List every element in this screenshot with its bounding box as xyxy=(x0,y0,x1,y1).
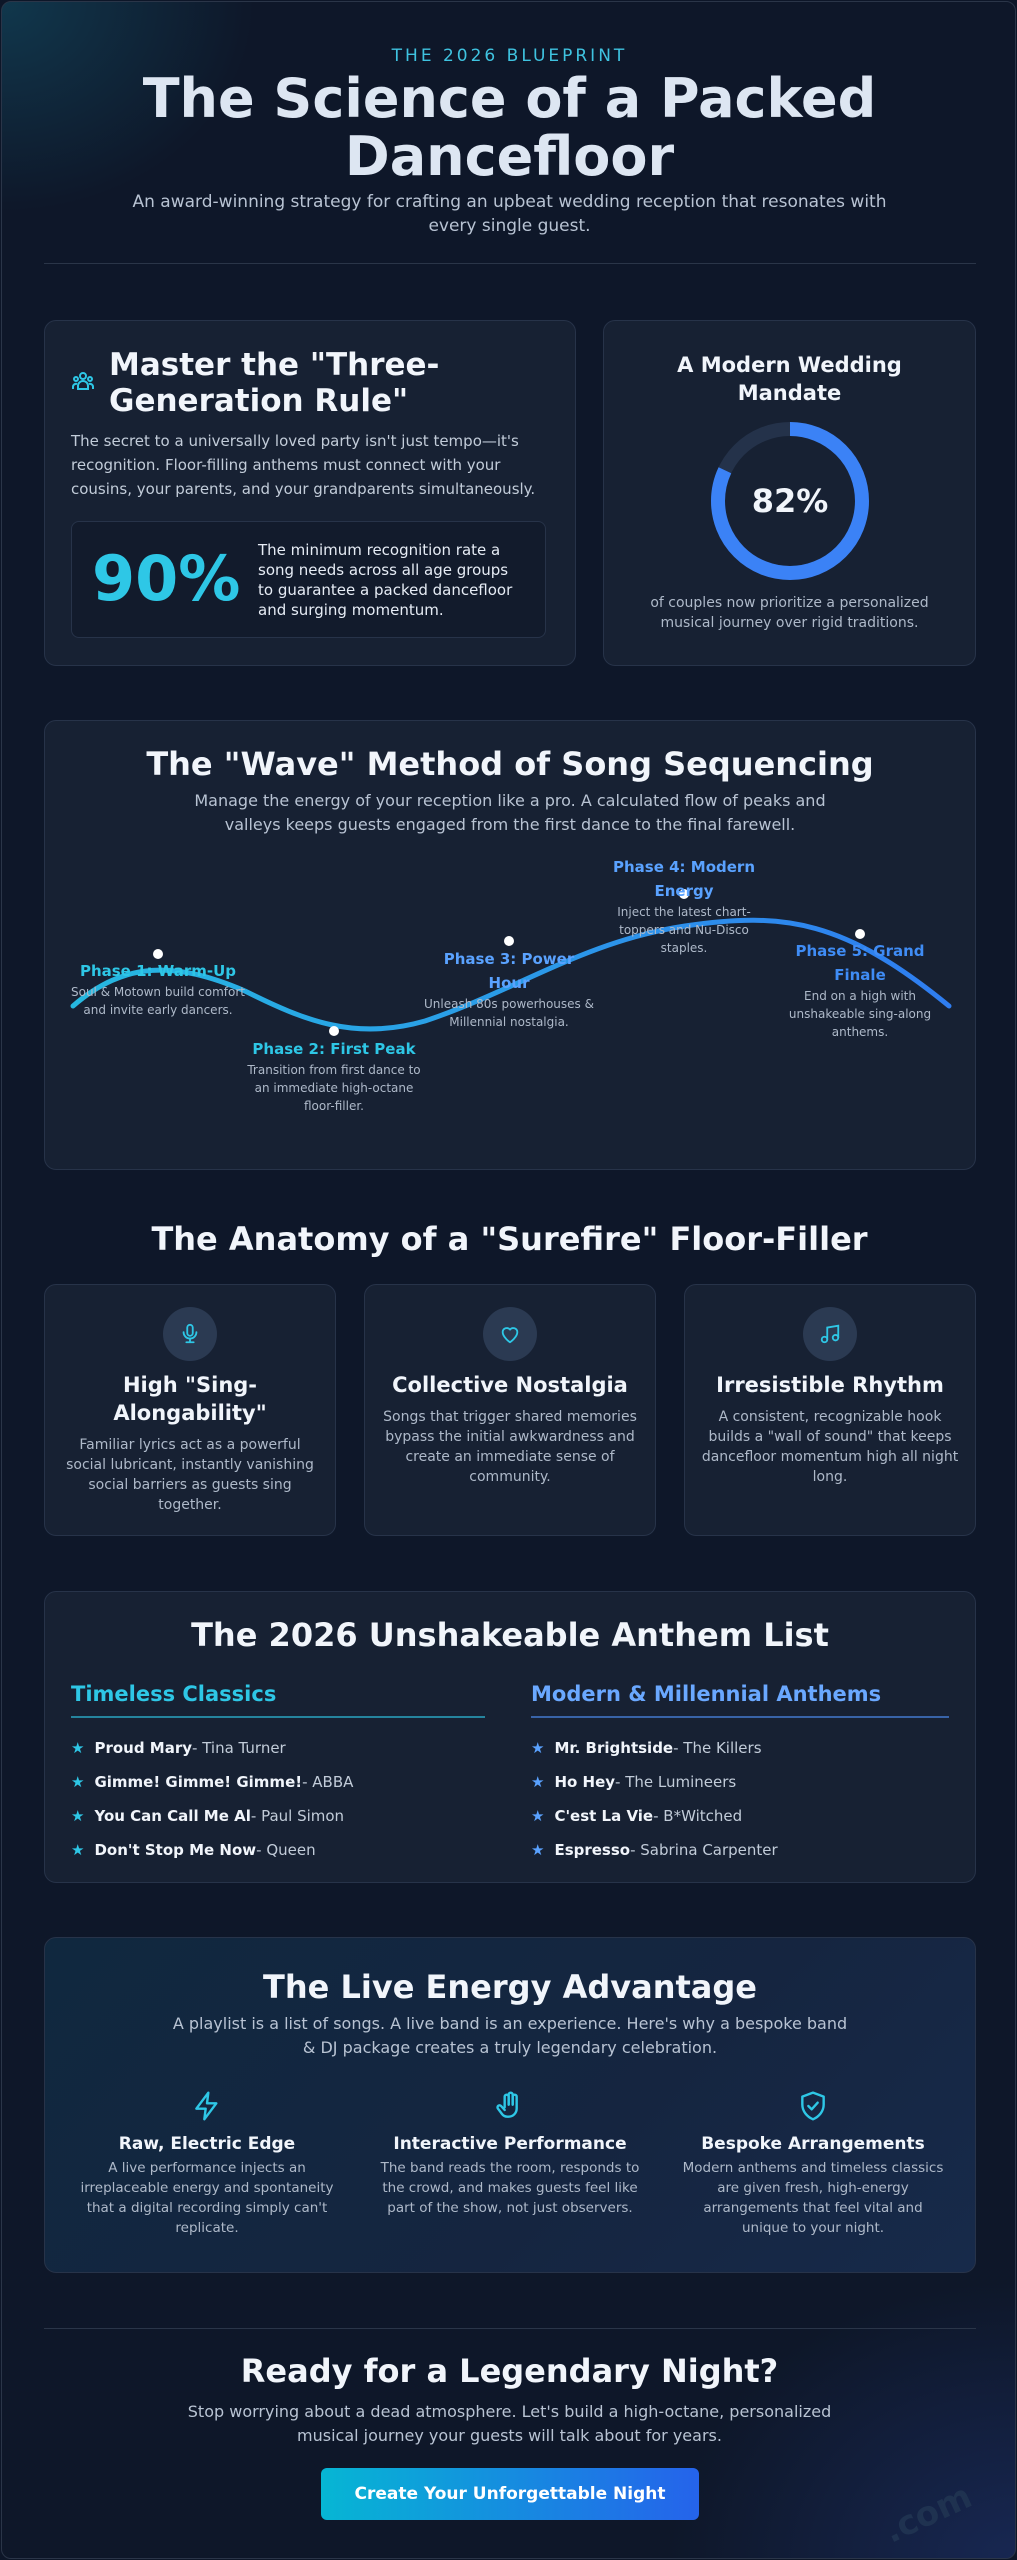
song-artist: - The Lumineers xyxy=(615,1773,737,1791)
rule-body xyxy=(71,429,561,501)
live-item-desc-line: the crowd, and makes guests feel like xyxy=(382,2180,638,2196)
live-item-desc-line: are given fresh, high-energy xyxy=(717,2180,909,2196)
hand-wave-icon xyxy=(494,2090,526,2124)
phase-3-desc: Unleash 80s powerhouses & xyxy=(424,997,594,1011)
star-icon: ★ xyxy=(531,1807,545,1825)
star-icon: ★ xyxy=(531,1773,545,1791)
phase-5-desc: End on a high with xyxy=(804,989,916,1003)
rule-stat-box xyxy=(71,521,546,638)
watermark: .com xyxy=(877,2476,979,2552)
live-item-desc-line: irreplaceable energy and spontaneity xyxy=(80,2180,334,2196)
cta-title: Ready for a Legendary Night? xyxy=(240,2352,779,2390)
song-title: Proud Mary xyxy=(94,1739,193,1757)
live-subtitle-line: & DJ package creates a truly legendary celebration. xyxy=(302,2038,718,2057)
list-item xyxy=(531,1840,949,1860)
wave-subtitle-line: valleys keeps guests engaged from the first dance to the final farewell. xyxy=(224,815,796,834)
phase-2-desc: Transition from first dance to xyxy=(247,1063,421,1077)
list-item xyxy=(531,1806,949,1826)
phase-5 xyxy=(765,939,955,1041)
anatomy-card-nostalgia xyxy=(364,1284,656,1536)
phase-1 xyxy=(63,959,253,1019)
list-item xyxy=(71,1738,485,1758)
anatomy-card-desc-line: dancefloor momentum high all night xyxy=(701,1449,959,1465)
anatomy-card-desc-line: community. xyxy=(469,1469,551,1485)
rule-title-line: Master the "Three- xyxy=(109,347,440,383)
cta-divider xyxy=(44,2328,976,2329)
anatomy-card-sing xyxy=(44,1284,336,1536)
star-icon: ★ xyxy=(71,1807,85,1825)
live-item-desc xyxy=(663,2158,963,2238)
phase-4-desc: staples. xyxy=(660,941,708,955)
anatomy-card-title-line: Alongability" xyxy=(113,1401,267,1425)
rule-stat-line: song needs across all age groups xyxy=(258,561,509,579)
phase-5-title: Phase 5: Grand xyxy=(795,942,925,960)
phase-5-desc: unshakeable sing-along xyxy=(788,1007,932,1021)
phase-1-desc: and invite early dancers. xyxy=(83,1003,233,1017)
phase-5-title: Finale xyxy=(834,966,886,984)
song-artist: - ABBA xyxy=(302,1773,354,1791)
rule-body-line: The secret to a universally loved party isn't just tempo—it's xyxy=(71,432,519,450)
hero-subtitle-line: every single guest. xyxy=(428,216,591,236)
live-item-interactive xyxy=(360,2090,660,2218)
star-icon: ★ xyxy=(531,1739,545,1757)
phase-5-desc: anthems. xyxy=(831,1025,889,1039)
song-artist: - The Killers xyxy=(673,1739,762,1757)
phase-4-title: Phase 4: Modern xyxy=(613,858,755,876)
song-artist: - Sabrina Carpenter xyxy=(630,1841,778,1859)
rule-stat-line: and surging momentum. xyxy=(258,601,444,619)
live-item-desc xyxy=(57,2158,357,2238)
mandate-card xyxy=(603,320,976,666)
anatomy-card-desc-line: long. xyxy=(812,1469,848,1485)
live-card xyxy=(44,1937,976,2273)
modern-heading: Modern & Millennial Anthems xyxy=(531,1682,882,1706)
classics-underline xyxy=(71,1716,485,1718)
live-item-desc-line: replicate. xyxy=(175,2220,239,2236)
three-generation-card xyxy=(44,320,576,666)
modern-column xyxy=(531,1680,949,1860)
anatomy-card-desc xyxy=(45,1435,335,1515)
live-item-desc-line: part of the show, not just observers. xyxy=(387,2200,633,2216)
lightning-icon xyxy=(191,2090,223,2124)
mandate-title xyxy=(604,351,975,407)
anatomy-card-title: Collective Nostalgia xyxy=(392,1373,628,1397)
hero-title xyxy=(2,67,1016,188)
wave-title: The "Wave" Method of Song Sequencing xyxy=(146,745,874,783)
rule-stat-line: The minimum recognition rate a xyxy=(258,541,501,559)
live-item-title: Interactive Performance xyxy=(393,2134,627,2154)
hero-title-line: The Science of a Packed xyxy=(142,67,877,130)
anatomy-title: The Anatomy of a "Surefire" Floor-Filler xyxy=(151,1220,868,1258)
cta-subtitle xyxy=(2,2400,1016,2448)
anthem-card xyxy=(44,1591,976,1883)
phase-2-desc: floor-filler. xyxy=(304,1099,364,1113)
song-title: C'est La Vie xyxy=(554,1807,654,1825)
anatomy-card-desc-line: together. xyxy=(158,1497,222,1513)
phase-2-title: Phase 2: First Peak xyxy=(252,1040,416,1058)
anatomy-card-desc-line: A consistent, recognizable hook xyxy=(718,1409,942,1425)
song-artist: - Paul Simon xyxy=(250,1807,345,1825)
live-subtitle xyxy=(45,2012,975,2060)
list-item xyxy=(531,1738,949,1758)
mandate-title-line: Mandate xyxy=(737,381,842,405)
rule-stat-text xyxy=(258,540,538,620)
list-item xyxy=(531,1772,949,1792)
hero-subtitle xyxy=(2,190,1016,238)
hero-subtitle-line: An award-winning strategy for crafting an upbeat wedding reception that resonates with xyxy=(132,192,887,212)
phase-4-title: Energy xyxy=(654,882,714,900)
live-item-desc-line: arrangements that feel vital and xyxy=(703,2200,923,2216)
phase-5-dot xyxy=(855,929,865,939)
list-item xyxy=(71,1772,485,1792)
phase-4-desc: Inject the latest chart- xyxy=(617,905,751,919)
mandate-caption-line: musical journey over rigid traditions. xyxy=(660,615,919,631)
live-item-bespoke xyxy=(663,2090,963,2238)
phase-4-desc: toppers and Nu-Disco xyxy=(619,923,749,937)
star-icon: ★ xyxy=(531,1841,545,1859)
live-item-desc-line: The band reads the room, responds to xyxy=(380,2160,640,2176)
hero-title-line: Dancefloor xyxy=(344,125,675,188)
anatomy-card-desc xyxy=(365,1407,655,1487)
rule-title xyxy=(109,347,439,419)
list-item xyxy=(71,1840,485,1860)
live-item-title: Bespoke Arrangements xyxy=(701,2134,925,2154)
cta-subtitle-line: musical journey your guests will talk about for years. xyxy=(297,2426,722,2445)
shield-check-icon xyxy=(797,2090,829,2124)
anatomy-card-desc-line: social barriers as guests sing xyxy=(88,1477,292,1493)
live-subtitle-line: A playlist is a list of songs. A live band is an experience. Here's why a bespoke band xyxy=(172,2014,848,2033)
rule-title-line: Generation Rule" xyxy=(109,383,409,419)
rule-stat-value: 90% xyxy=(92,542,241,615)
mandate-title-line: A Modern Wedding xyxy=(677,353,902,377)
anatomy-card-title-line: High "Sing- xyxy=(122,1373,258,1397)
song-title: Mr. Brightside xyxy=(554,1739,674,1757)
music-note-icon xyxy=(803,1307,857,1361)
anatomy-card-desc xyxy=(685,1407,975,1487)
phase-4 xyxy=(589,855,779,957)
wave-subtitle-line: Manage the energy of your reception like a pro. A calculated flow of peaks and xyxy=(194,791,826,810)
anatomy-card-desc-line: builds a "wall of sound" that keeps xyxy=(708,1429,952,1445)
song-title: Don't Stop Me Now xyxy=(94,1841,257,1859)
song-title: You Can Call Me Al xyxy=(94,1807,251,1825)
phase-2 xyxy=(239,1037,429,1115)
star-icon: ★ xyxy=(71,1773,85,1791)
phase-1-dot xyxy=(153,949,163,959)
live-item-title: Raw, Electric Edge xyxy=(118,2134,296,2154)
live-item-desc-line: Modern anthems and timeless classics xyxy=(682,2160,944,2176)
live-item-desc xyxy=(360,2158,660,2218)
phase-3-desc: Millennial nostalgia. xyxy=(449,1015,569,1029)
classics-column xyxy=(71,1680,485,1860)
phase-2-dot xyxy=(329,1026,339,1036)
song-artist: - Queen xyxy=(256,1841,316,1859)
rule-body-line: recognition. Floor-filling anthems must connect with your xyxy=(71,456,501,474)
anatomy-card-desc-line: create an immediate sense of xyxy=(405,1449,615,1465)
phase-1-title: Phase 1: Warm-Up xyxy=(79,962,237,980)
phase-3-title: Hour xyxy=(488,974,530,992)
phase-3-title: Phase 3: Power xyxy=(443,950,575,968)
wave-card xyxy=(44,720,976,1170)
hero-divider xyxy=(44,263,976,264)
live-item-desc-line: unique to your night. xyxy=(741,2220,885,2236)
people-group-icon xyxy=(71,369,95,397)
anatomy-card-desc-line: social lubricant, instantly vanishing xyxy=(66,1457,314,1473)
mandate-percent: 82% xyxy=(751,482,829,520)
rule-stat-line: to guarantee a packed dancefloor xyxy=(258,581,513,599)
create-night-button[interactable]: Create Your Unforgettable Night xyxy=(321,2468,699,2520)
cta-subtitle-line: Stop worrying about a dead atmosphere. Let's build a high-octane, personalized xyxy=(187,2402,832,2421)
anatomy-card-title: Irresistible Rhythm xyxy=(716,1373,944,1397)
live-title: The Live Energy Advantage xyxy=(263,1968,757,2006)
mandate-caption xyxy=(604,593,975,633)
anthem-title: The 2026 Unshakeable Anthem List xyxy=(191,1616,829,1654)
heart-icon xyxy=(483,1307,537,1361)
phase-2-desc: an immediate high-octane xyxy=(254,1081,414,1095)
phase-1-desc: Soul & Motown build comfort xyxy=(70,985,246,999)
anatomy-card-rhythm xyxy=(684,1284,976,1536)
rule-body-line: cousins, your parents, and your grandparents simultaneously. xyxy=(71,480,536,498)
list-item xyxy=(71,1806,485,1826)
phase-3-dot xyxy=(504,936,514,946)
song-title: Ho Hey xyxy=(554,1773,616,1791)
live-item-edge xyxy=(57,2090,357,2238)
live-item-desc-line: A live performance injects an xyxy=(108,2160,306,2176)
song-title: Gimme! Gimme! Gimme! xyxy=(94,1773,303,1791)
anatomy-card-title xyxy=(45,1371,335,1427)
star-icon: ★ xyxy=(71,1841,85,1859)
hero-eyebrow: THE 2026 BLUEPRINT xyxy=(391,46,628,66)
phase-3 xyxy=(414,947,604,1031)
classics-heading: Timeless Classics xyxy=(71,1682,277,1706)
song-artist: - Tina Turner xyxy=(192,1739,286,1757)
anatomy-card-desc-line: Familiar lyrics act as a powerful xyxy=(79,1437,301,1453)
live-item-desc-line: that a digital recording simply can't xyxy=(86,2200,328,2216)
song-artist: - B*Witched xyxy=(653,1807,743,1825)
star-icon: ★ xyxy=(71,1739,85,1757)
mandate-caption-line: of couples now prioritize a personalized xyxy=(650,595,929,611)
microphone-icon xyxy=(163,1307,217,1361)
song-title: Espresso xyxy=(554,1841,631,1859)
modern-underline xyxy=(531,1716,949,1718)
anatomy-card-desc-line: bypass the initial awkwardness and xyxy=(385,1429,635,1445)
anatomy-card-desc-line: Songs that trigger shared memories xyxy=(383,1409,637,1425)
page-frame xyxy=(1,1,1016,2559)
